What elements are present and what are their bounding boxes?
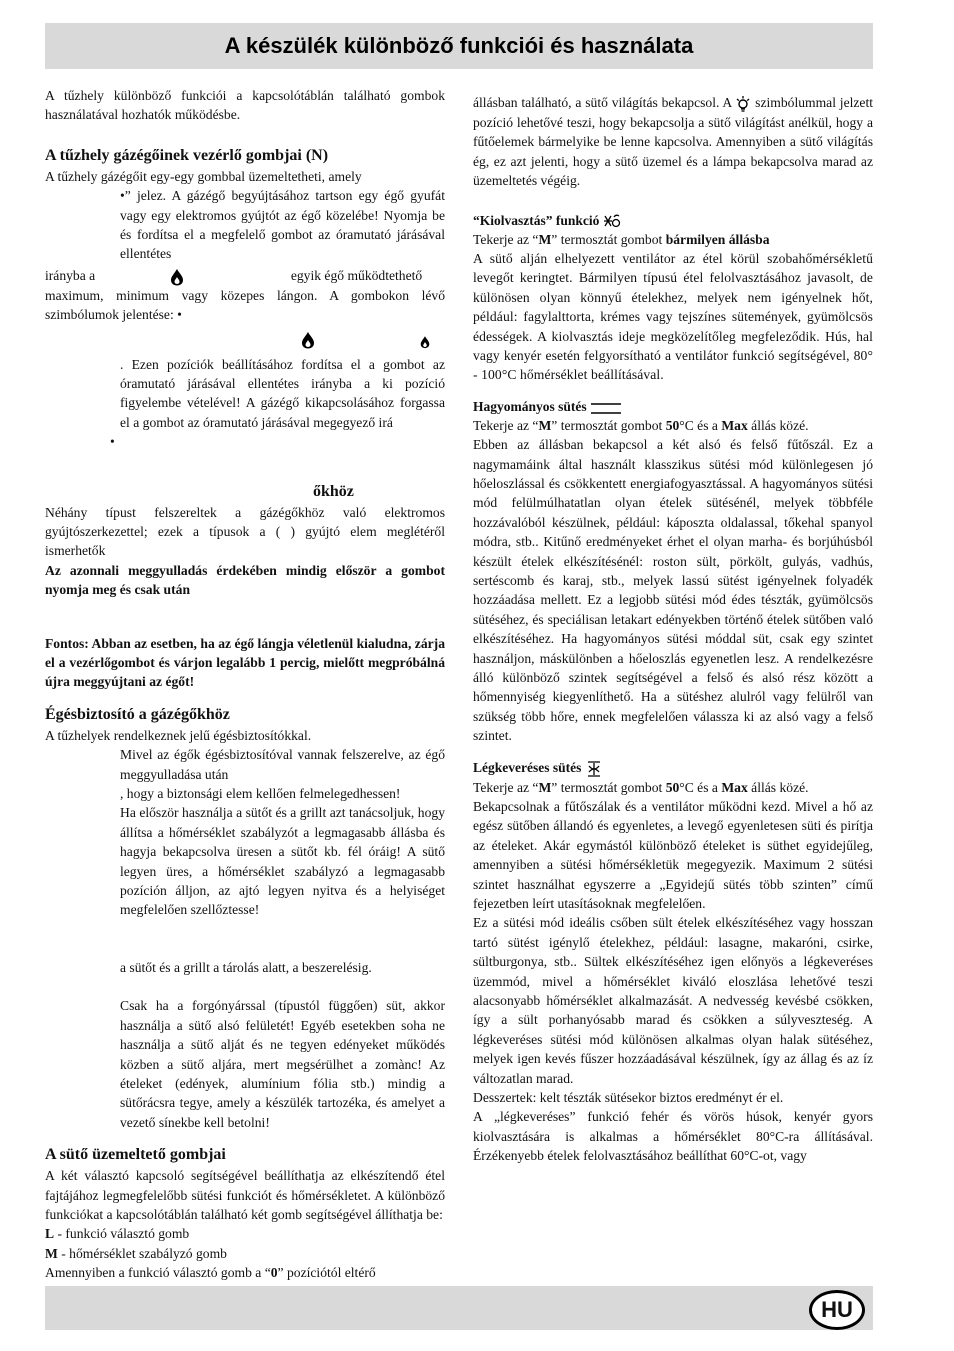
defrost-heading (473, 211, 873, 230)
trad-set-a: Tekerje az “ (473, 417, 539, 433)
knob-m-text: - hőmérséklet szabályzó gomb (57, 1245, 227, 1261)
small-flame-icon (420, 335, 430, 349)
fan-set-b: ” termosztát gombot (551, 779, 666, 795)
fan-set-a: Tekerje az “ (473, 779, 539, 795)
fan-heading (473, 758, 873, 778)
oven-last-text-c: ” pozíciótól eltérő (277, 1265, 376, 1281)
fan-paragraph-3: Desszertek: kelt tészták sütésekor biztos eredményt ér el. (473, 1090, 784, 1106)
language-badge: HU (809, 1290, 865, 1330)
trad-set-d: állás közé. (747, 417, 809, 433)
traditional-heading-text: Hagyományos sütés (473, 398, 587, 414)
traditional-setting (473, 416, 873, 435)
large-flame-icon (170, 268, 184, 286)
defrost-set-a: Tekerje az “ (473, 231, 539, 247)
defrost-set-m: M (538, 231, 552, 247)
burner-paragraph-1: A tűzhely gázégőit egy-egy gombbal üzemeltetheti, amely (45, 168, 362, 184)
fan-set-m: M (538, 779, 552, 795)
knob-l-key: L (45, 1226, 55, 1242)
light-text-a: állásban található, a sütő világítás bekapcsol. A (473, 95, 732, 110)
trad-set-m: M (538, 417, 552, 433)
intro-paragraph: A tűzhely különböző funkciói a kapcsolótáblán található gombok használatával hozhatók működésbe. (45, 88, 445, 123)
oven-last-line (45, 1263, 445, 1282)
fan-set-50: 50 (665, 779, 680, 795)
storage-paragraph: a sütőt és a grillt a tárolás alatt, a beszerelésig. (120, 959, 372, 975)
knob-m-line (45, 1244, 445, 1263)
rotisserie-paragraph: Csak ha a forgónyárssal (típustól függően) süt, akkor használja a sütő alsó felületét! Egyéb esetekben soha ne használja a sütő alját és ne tegyen edényeket működés közben a sütő aljára, mert megsérülhet a zomànc! Az ételeket (edények, alumínium fólia stb.) mindig a sütőrácsra tegye, amely a készülék tartozéka, és amelyet a vezető sínekbe kell betolni! (120, 998, 445, 1130)
flame-symbols-row (45, 325, 445, 355)
trad-set-b: ” termosztát gombot (551, 417, 666, 433)
fan-set-c: °C és a (679, 779, 722, 795)
light-paragraph (473, 93, 873, 191)
large-flame-icon (301, 331, 315, 349)
defrost-set-b: ” termosztát gombot (551, 231, 666, 247)
oven-last-text-a: Amennyiben a funkció választó gomb a “ (45, 1265, 271, 1281)
burner-paragraph-2: •” jelez. A gázégő begyújtásához tartson egy égő gyufát vagy egy elektromos gyújtót az égő közelébe! Nyomja be és fordítsa el a megfelelő gombot az óramutató járásával ellentétes (120, 188, 445, 262)
knob-m-key: M (45, 1245, 58, 1261)
light-text-b: szimbólummal jelzett pozíció lehetővé teszi, hogy bekapcsolja a sütő világítást anélkül, hogy a fűtőelemek bármelyike be lenne kapcsolva. Amennyiben a sütő világítás ég, ez azt jelenti, hogy a sütő üzemel és a lámpa bekapcsolva marad az üzemeltetés végéig. (473, 95, 874, 189)
burner-operable-label: egyik égő működtethető (290, 267, 423, 283)
fan-paragraph-2: Ez a sütési mód ideális csőben sült ételek elkészítéséhez vagy hosszan tartó sütést igénylő ételekhez, például: lasagne, makaróni, csirke, sültburgonya, stb.. Sültek elkészítéséhez igen előnyös a légkeveréses üzemmód, mivel a hőmérséklet kiváló eloszlása lehetővé teszi alacsonyabb hőmérséklet alkalmazását. A nedvesség kevésbé csökken, így a sült porhanyósabb marad és csökken a súlyveszteség. A légkeveréses sütési mód különösen alkalmas olyan halak sütéséhez, melyek igen kevés fűszer hozzáadásával készülnek, így az állag és az íz változatlan marad. (473, 915, 873, 1086)
oven-last-zero: 0 (270, 1265, 278, 1281)
right-column (473, 93, 873, 1166)
defrost-body: A sütő alján elhelyezett ventilátor az étel körül szobahőmérsékletű levegőt keringtet. Bármilyen típusú étel felolvasztásához javasolt, de különösen olyan könnyű ételekhez, melyek nem igényelnek hőt, például: fagylalttorta, krémes vagy tejszínes sütemények, gyümölcsös édességek. A kiolvasztás ideje megközelítőleg megfeleződik. Hús, hal vagy kenyér esetén felgyorsítható a ventilátor funkció segítségével, 80° - 100°C hőmérséklet beállításával. (473, 250, 873, 383)
top-bottom-heat-icon (590, 401, 622, 415)
header-bar (45, 23, 873, 69)
ignition-bold-note: Az azonnali meggyulladás érdekében mindig először a gombot nyomja meg és csak után (45, 562, 445, 598)
burner-paragraph-4: maximum, minimum vagy közepes lángon. A gombokon lévő szimbólumok jelentése: • (45, 287, 445, 323)
traditional-body: Ebben az állásban bekapcsol a két alsó és felső fűtőszál. Ez a nagymamáink által használt klasszikus sütési mód különlegesen jó hőeloszlással és csökkentett energiafogyasztással. A hagyományos sütési mód felülmúlhatatlan olyan ételek sütésénél, melyek többféle hozzávalóból készülnek, például: káposzta oldalassal, tőkehal spanyol módra, stb.. Kitűnő eredményeket érhet el olyan marha- és borjúhúsból készült ételek elkészítésénél: roston sült, pörkölt, gulyás, vadhús, sertéscomb és karaj, stb., melyek lassú sütést igényelnek folyadék hozzáadása mellett. Ez a legjobb sütési mód édes tészták, gyümölcsös sütéséhez, és speciálisan letakart edényekben történő ételek sütőben való elkészítéséhez. Ha hagyományos sütési móddal süt, csak egy szintet használjon, máskülönben a hőeloszlás egyenetlen lesz. A rendelkezésre álló különböző szintek segítségével a felső és alsó rész között a hőmennyiség kiegyenlíthető. Ha a sütéshez alulról vagy felülről van szükség több hőre, ennek megfelelően válassza ki az alsó vagy a felső szintet. (473, 437, 873, 744)
important-note: Fontos: Abban az esetben, ha az égő lángja véletlenül kialudna, zárja el a vezérlőgombot és várjon legalább 1 percig, mielőtt megpróbálná újra meggyújtani az égőt! (45, 635, 445, 690)
defrost-setting (473, 230, 873, 249)
defrost-set-c: bármilyen állásba (665, 231, 770, 247)
traditional-heading (473, 397, 873, 416)
safety-paragraph-1: A tűzhelyek rendelkeznek jelű égésbiztosítókkal. (45, 727, 312, 743)
safety-heading: Égésbiztosító a gázégőkhöz (45, 705, 230, 723)
safety-paragraph-3: , hogy a biztonsági elem kellően felmelegedhessen! (120, 786, 401, 802)
knob-l-text: - funkció választó gomb (54, 1226, 190, 1242)
fan-heading-text: Légkeveréses sütés (473, 759, 582, 775)
trad-set-50: 50 (665, 417, 680, 433)
ignition-heading: őkhöz (313, 482, 354, 500)
footer-bar (45, 1286, 873, 1330)
fan-setting (473, 778, 873, 797)
fan-heat-icon (585, 760, 603, 778)
safety-paragraph-2: Mivel az égők égésbiztosítóval vannak felszerelve, az égő meggyulladása után (120, 747, 445, 782)
fan-set-d: állás közé. (747, 779, 809, 795)
burner-heading: A tűzhely gázégőinek vezérlő gombjai (N) (45, 146, 329, 164)
trad-set-max: Max (721, 417, 748, 433)
lamp-icon (735, 95, 751, 113)
fan-paragraph-4: A „légkeveréses” funkció fehér és vörös húsok, kenyér gyors kiolvasztására is alkalmas a hőmérséklet 80°C-ra állításával. Érzékenyebb ételek felolvasztásához beállíthat 60°C-ot, vagy (473, 1109, 873, 1164)
defrost-heading-text: “Kiolvasztás” funkció (473, 212, 600, 228)
fan-paragraph-1: Bekapcsolnak a fűtőszálak és a ventilátor működni kezd. Mivel a hő az egész sütőben állandó és egyenletes, a levegő egyenletesen süti és pirítja az ételeket. Akár egymástól különböző ételeket is süthet egyidejűleg, amennyiben a sütési hőmérsékletük megegyezik. Maximum 2 sütési szintet használhat egyszerre a „Egyidejű sütés több szinten” című fejezetben leírt utasításoknak megfelelően. (473, 798, 873, 911)
burner-paragraph-5: . Ezen pozíciók beállításához fordítsa el a gombot az óramutató járásával ellentétes irányba a ki pozíció figyelembe vételével! A gázégő kikapcsolásához forgassa el a gombot az óramutató járásával megegyező irá (120, 356, 445, 430)
trad-set-c: °C és a (679, 417, 722, 433)
snowflake-fan-icon (603, 213, 621, 229)
fan-set-max: Max (721, 779, 748, 795)
knob-l-line (45, 1224, 445, 1243)
left-column (45, 86, 445, 1283)
first-use-paragraph: Ha először használja a sütőt és a grillt azt tanácsoljuk, hogy állítsa a hőmérséklet szabályzót a legmagasabb állásba és hagyja bekapcsolva üresen a sütőt kb. fél óráig! A sütő legyen üres, a hőmérséklet szabályzó a legmagasabb pozíción álljon, az ajtó legyen nyitva és a helyiséget megfelelően szellőztesse! (120, 805, 445, 918)
burner-direction-label: irányba a (45, 267, 96, 283)
page-title: A készülék különböző funkciói és használata (224, 33, 694, 58)
bullet-mark: • (110, 434, 115, 450)
ignition-paragraph: Néhány típust felszereltek a gázégőkhöz való elektromos gyújtószerkezettel; ezek a típusok a ( ) gyújtó elem meglétéről ismerhetők (45, 504, 445, 559)
burner-paragraph-3 (45, 266, 445, 286)
oven-controls-paragraph: A két választó kapcsoló segítségével beállíthatja az elkészítendő étel fajtájához legmegfelelőbb sütési funkciót és hőmérsékletet. A különböző funkciókat a kapcsolótáblán található két gomb segítségével állíthatja be: (45, 1168, 445, 1222)
oven-controls-heading: A sütő üzemeltető gombjai (45, 1146, 226, 1164)
